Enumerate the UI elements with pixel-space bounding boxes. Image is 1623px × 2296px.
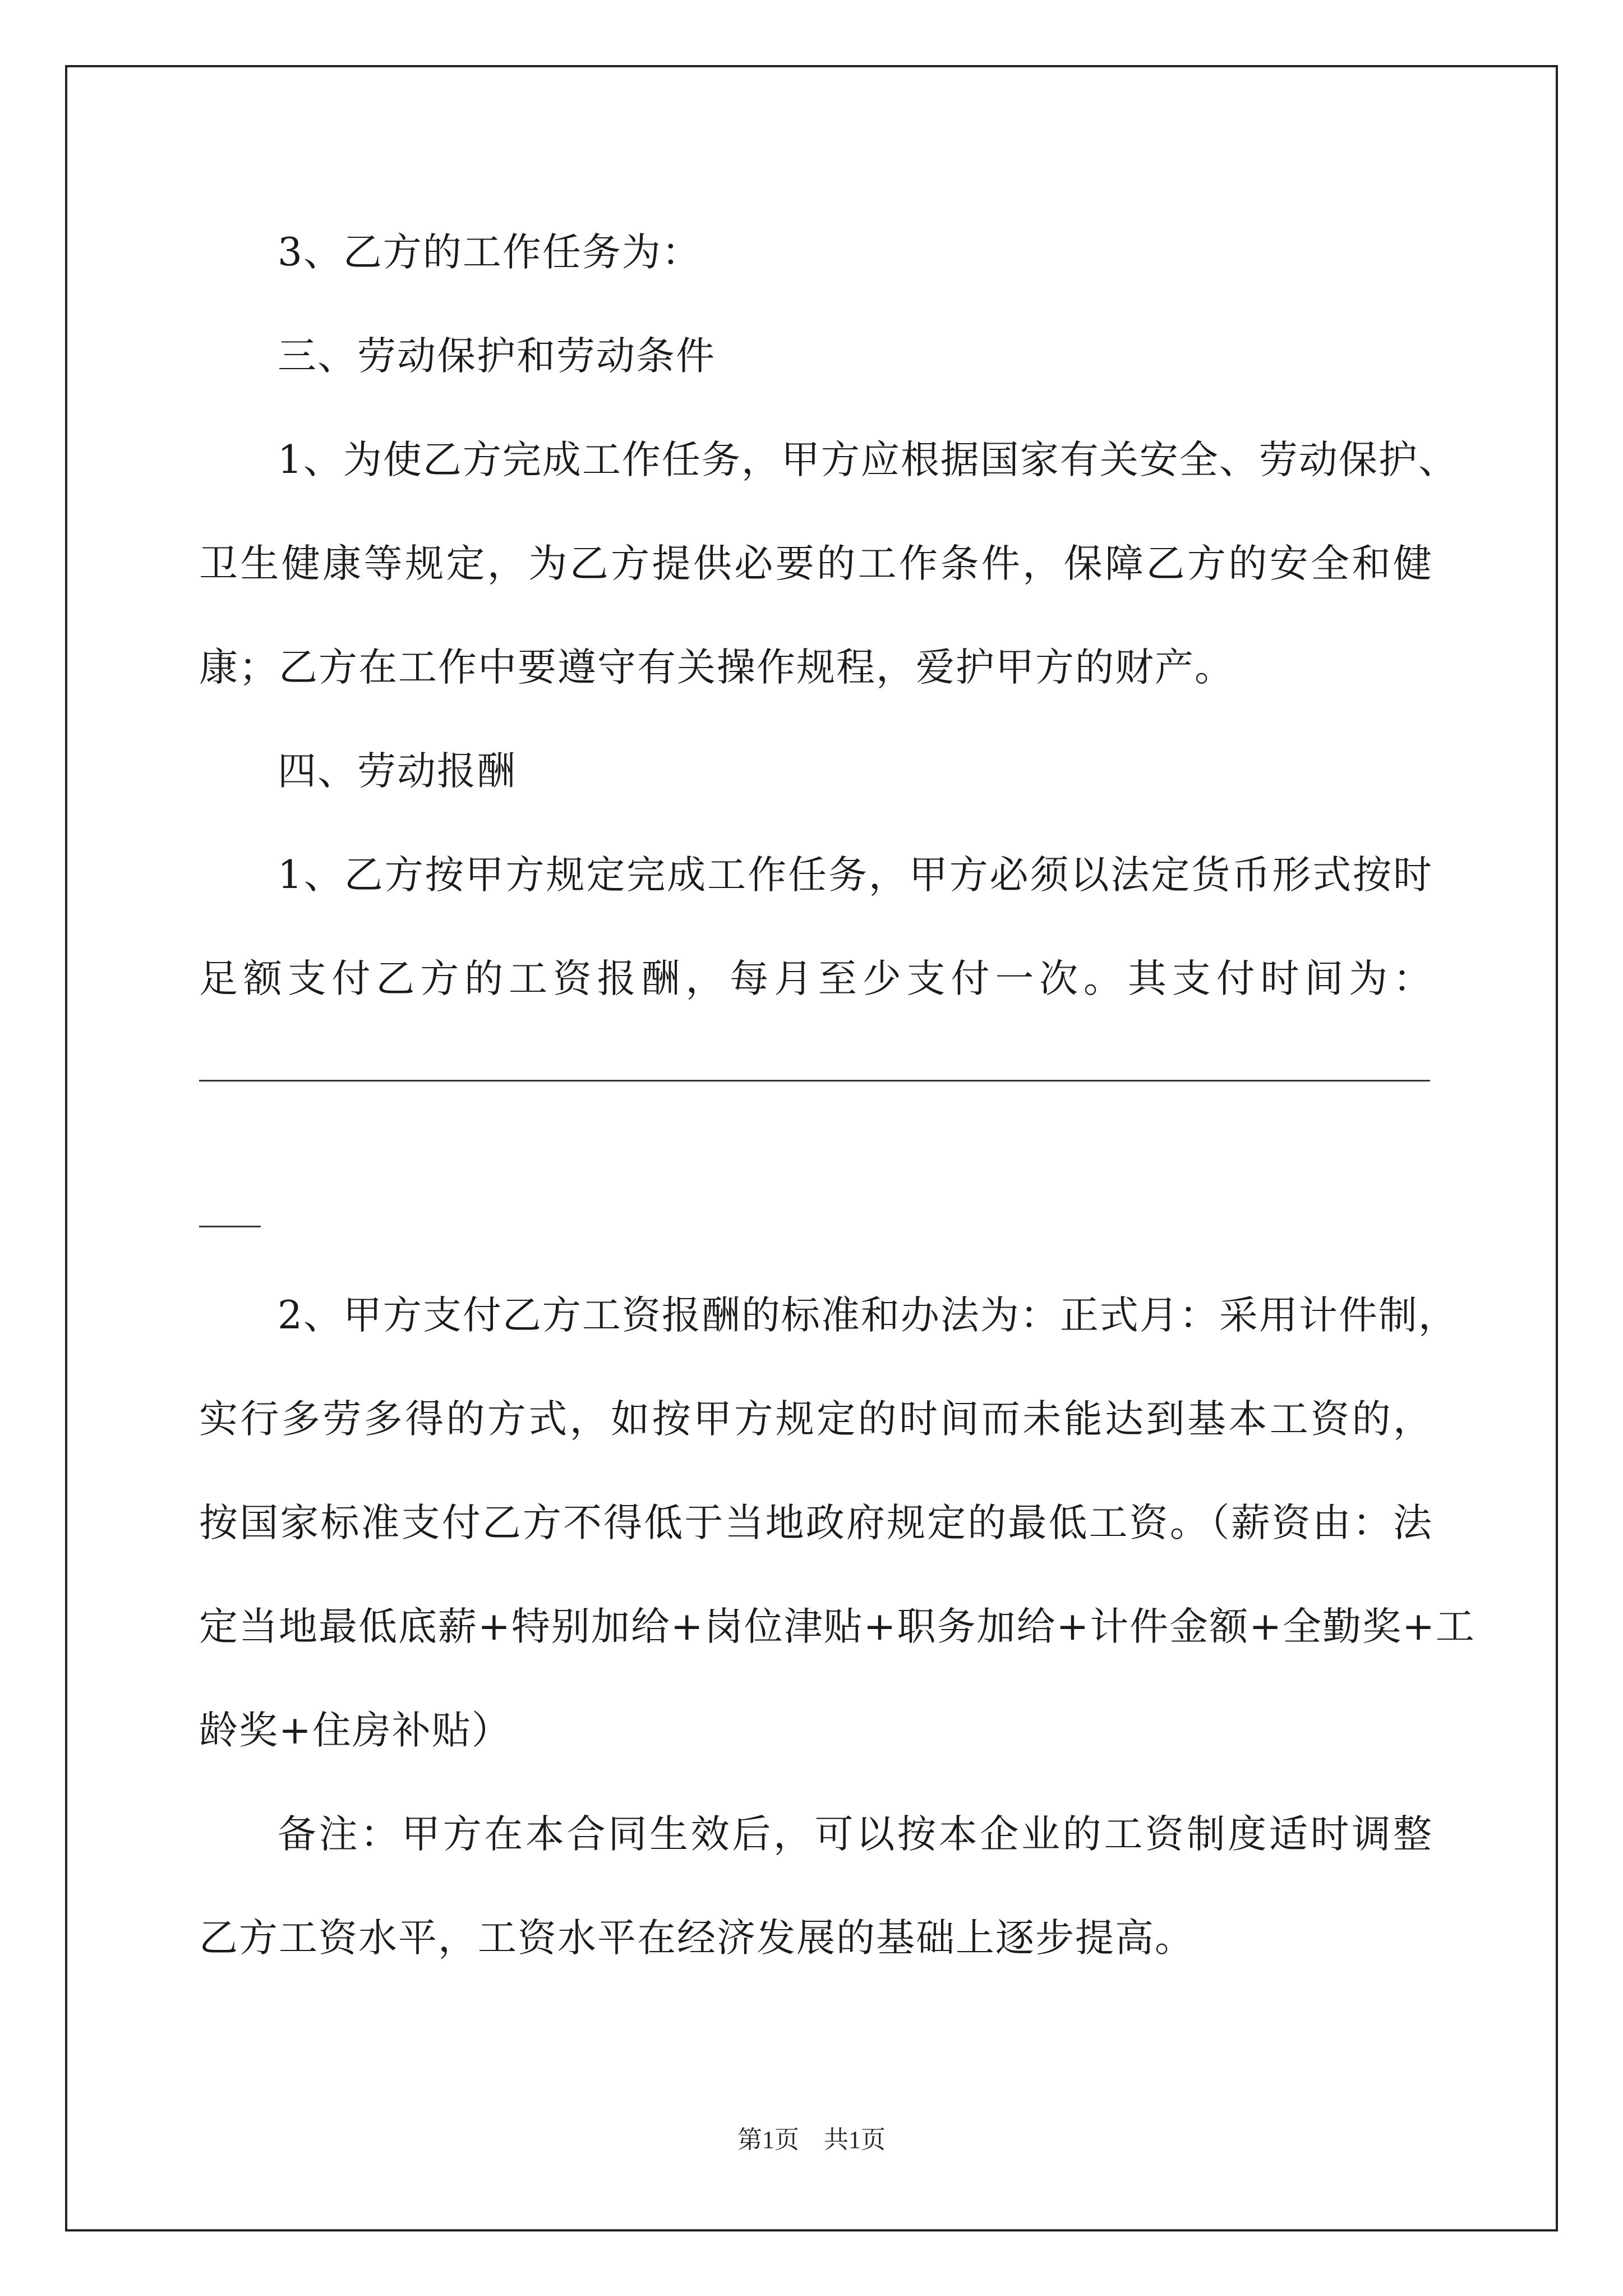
paragraph-line: 乙方工资水平，工资水平在经济发展的基础上逐步提高。 [199, 1916, 1195, 1961]
page-border [65, 65, 1558, 2231]
paragraph-line: 定当地最低底薪+特别加给+岗位津贴+职务加给+计件金额+全勤奖+工 [199, 1604, 1476, 1649]
paragraph-line: 足额支付乙方的工资报酬，每月至少支付一次。其支付时间为： [199, 956, 1433, 1001]
paragraph-line: 实行多劳多得的方式，如按甲方规定的时间而未能达到基本工资的， [199, 1397, 1433, 1442]
paragraph-line: 备注：甲方在本合同生效后，可以按本企业的工资制度适时调整 [278, 1812, 1433, 1857]
blank-fill-line [199, 1080, 1430, 1082]
paragraph-line: 2、甲方支付乙方工资报酬的标准和办法为：正式月：采用计件制， [278, 1293, 1458, 1338]
paragraph-line: 康；乙方在工作中要遵守有关操作规程，爱护甲方的财产。 [199, 645, 1234, 690]
paragraph-line: 1、为使乙方完成工作任务，甲方应根据国家有关安全、劳动保护、 [278, 438, 1458, 482]
paragraph-line: 按国家标准支付乙方不得低于当地政府规定的最低工资。（薪资由：法 [199, 1501, 1433, 1545]
blank-fill-line-end [199, 1226, 261, 1227]
paragraph-line: 卫生健康等规定，为乙方提供必要的工作条件，保障乙方的安全和健 [199, 541, 1433, 586]
paragraph-line: 龄奖+住房补贴） [199, 1708, 511, 1753]
section-heading-labor-protection: 三、劳动保护和劳动条件 [278, 334, 716, 379]
page-number: 第1页 共1页 [737, 2126, 886, 2154]
clause-3-task: 3、乙方的工作任务为： [278, 230, 702, 275]
section-heading-remuneration: 四、劳动报酬 [278, 749, 517, 794]
paragraph-line: 1、乙方按甲方规定完成工作任务，甲方必须以法定货币形式按时 [278, 853, 1433, 898]
